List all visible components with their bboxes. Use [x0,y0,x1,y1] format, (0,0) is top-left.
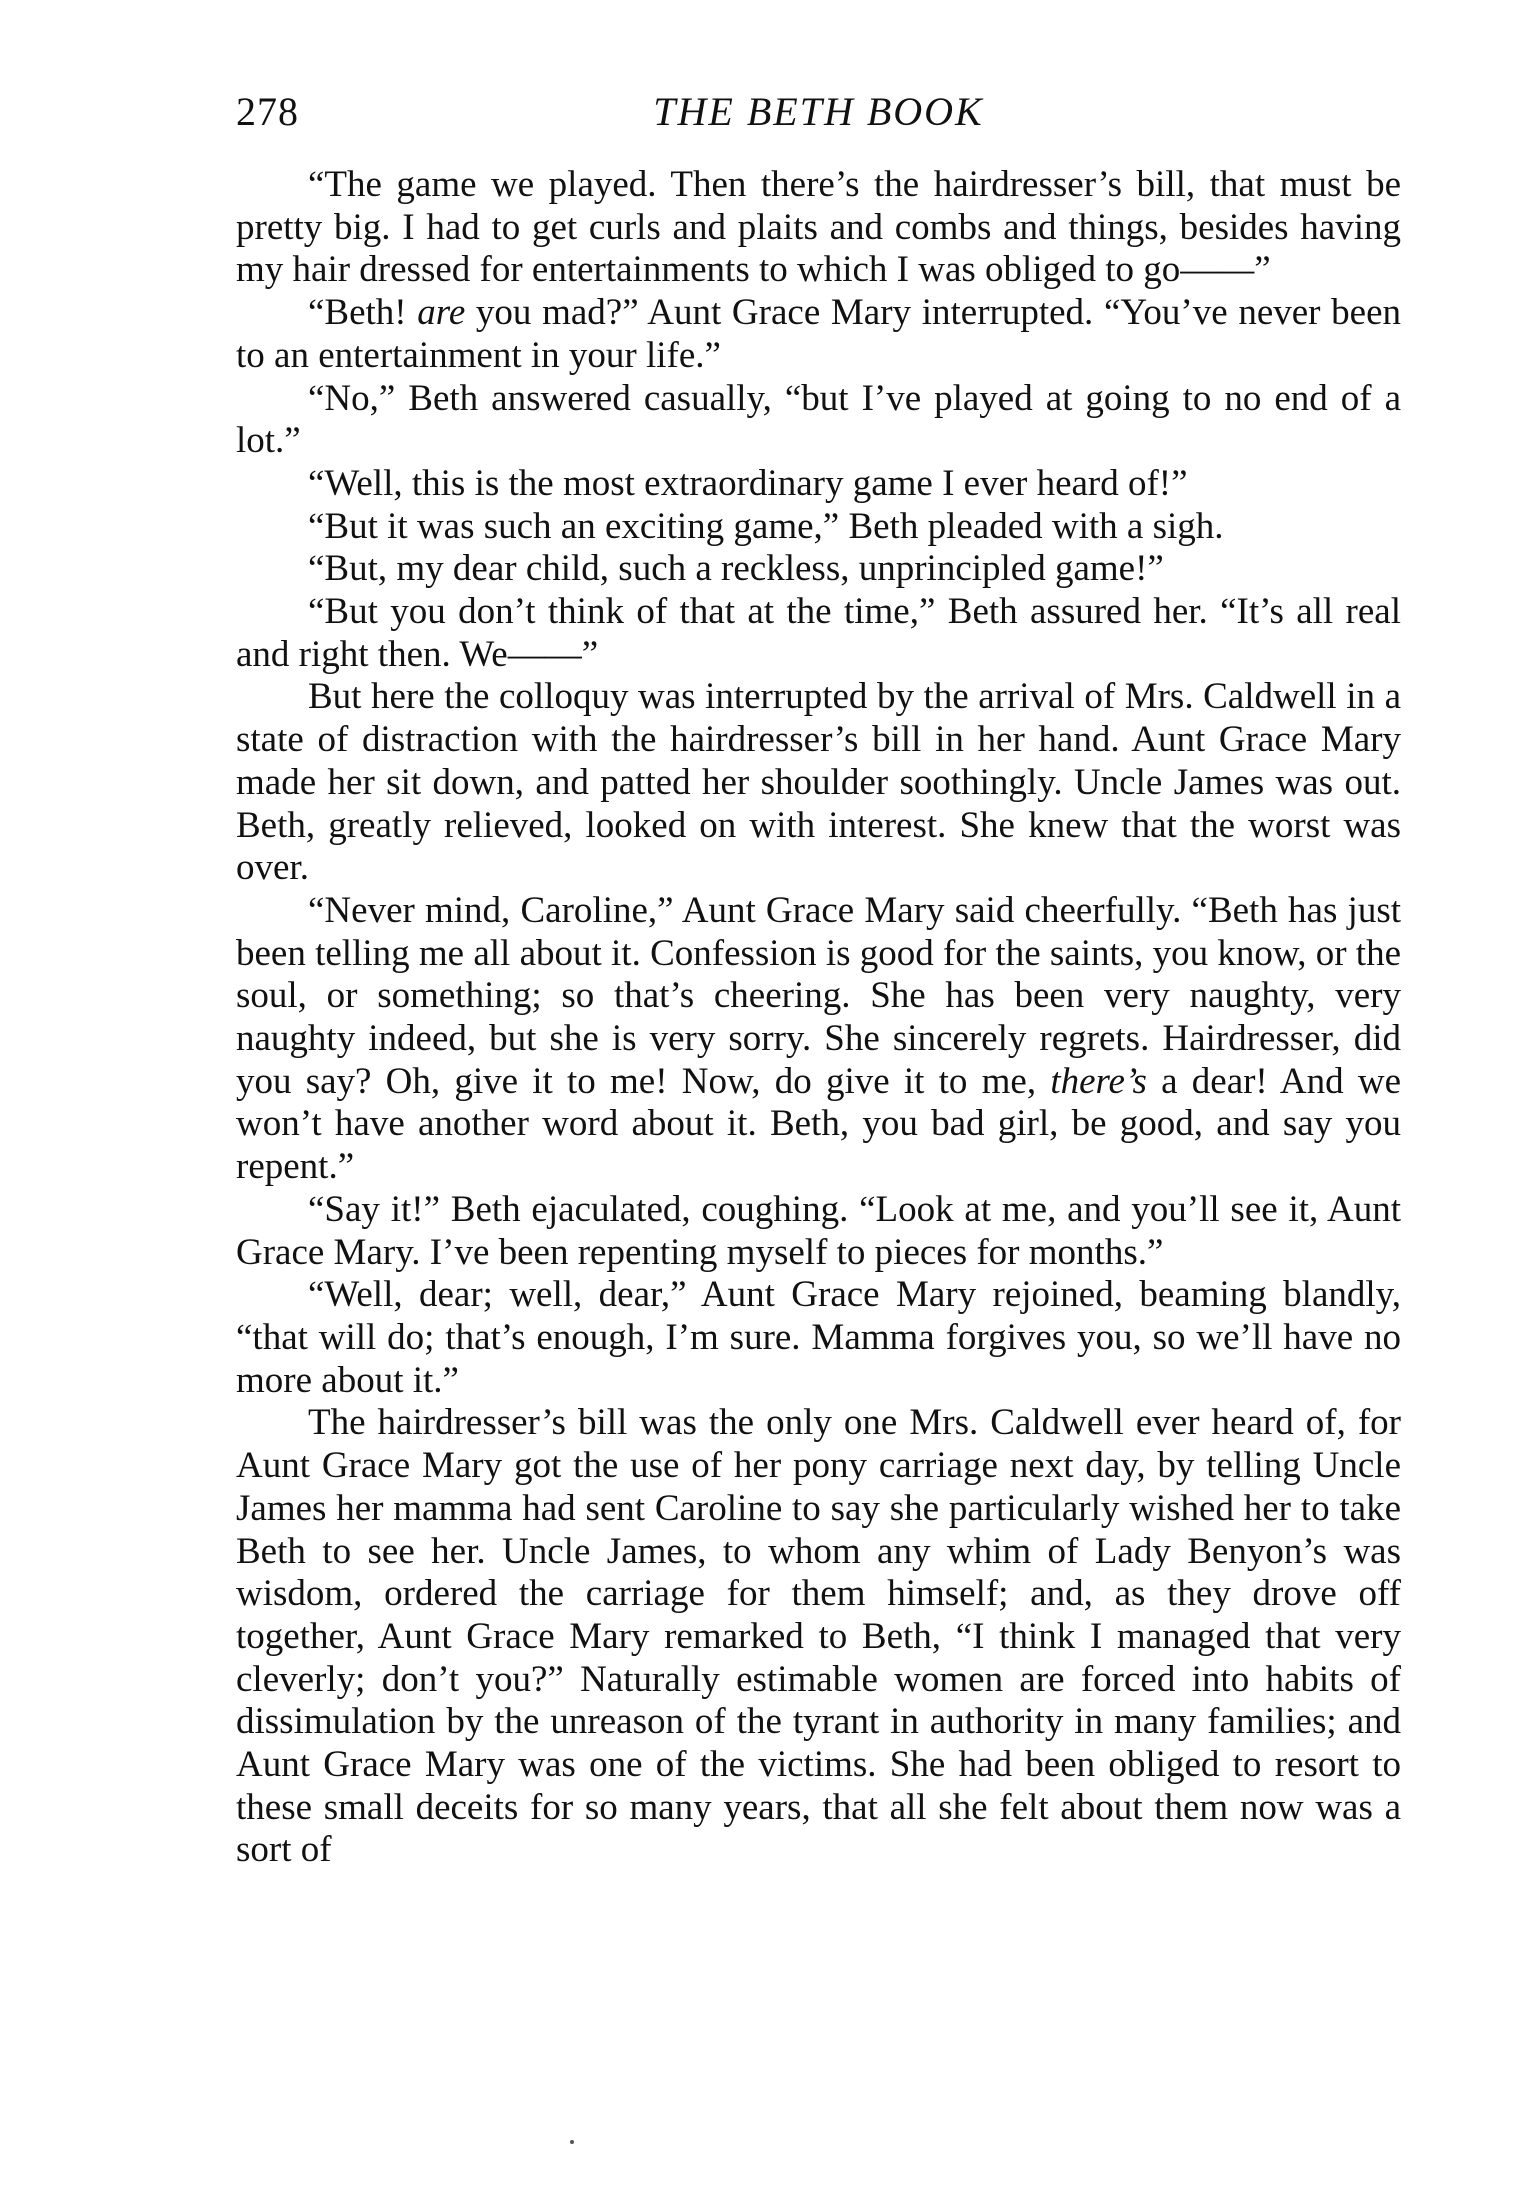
running-head [236,88,1401,148]
paragraph: “The game we played. Then there’s the hairdresser’s bill, that must be pretty big. I had to get curls and plaits and combs and things, besides having my hair dressed for entertainments to which I was obliged to go——” [236,164,1401,291]
paragraph: “But it was such an exciting game,” Beth pleaded with a sigh. [308,505,1224,547]
paragraph: “Well, this is the most extraordinary game I ever heard of!” [308,462,1188,504]
running-title: THE BETH BOOK [653,89,984,134]
paragraph: “But you don’t think of that at the time,” Beth assured her. “It’s all real and right then. We——” [236,591,1401,675]
paragraph: “No,” Beth answered casually, “but I’ve played at going to no end of a lot.” [236,377,1401,462]
page-number: 278 [236,89,299,134]
paragraph: “Well, dear; well, dear,” Aunt Grace Mary rejoined, beaming blandly, “that will do; that’s enough, I’m sure. Mamma forgives you, so we’ll have no more about it.” [236,1274,1401,1401]
paragraph: But here the colloquy was interrupted by the arrival of Mrs. Caldwell in a state of distraction with the hairdresser’s bill in her hand. Aunt Grace Mary made her sit down, and patted her shoulder soothingly. Uncle James was out. Beth, greatly relieved, looked on with interest. She knew that the worst was over. [236,676,1401,889]
paragraph: “Say it!” Beth ejaculated, coughing. “Look at me, and you’ll see it, Aunt Grace Mary. I’ve been repenting myself to pieces for months.” [236,1188,1401,1273]
paragraph: “Never mind, Caroline,” Aunt Grace Mary said cheerfully. “Beth has just been telling me all about it. Confession is good for the saints, you know, or the soul, or something; so that’s cheering. She has been very naughty, very naughty indeed, but she is very sorry. She sincerely regrets. Hairdresser, did you say? Oh, give it to me! Now, do give it to me, there’s a dear! And we won’t have another word about it. Beth, you bad girl, be good, and say you repent.” [236,889,1401,1188]
ink-speck [570,2140,574,2144]
paragraph: “But, my dear child, such a reckless, unprincipled game!” [308,548,1164,590]
body-text [236,164,1401,1872]
paragraph: “Beth! are you mad?” Aunt Grace Mary interrupted. “You’ve never been to an entertainment in your life.” [236,292,1401,376]
paragraph: The hairdresser’s bill was the only one Mrs. Caldwell ever heard of, for Aunt Grace Mary got the use of her pony carriage next day, by telling Uncle James her mamma had sent Caroline to say she particularly wished her to take Beth to see her. Uncle James, to whom any whim of Lady Benyon’s was wisdom, ordered the carriage for them himself; and, as they drove off together, Aunt Grace Mary remarked to Beth, “I think I managed that very cleverly; don’t you?” Naturally estimable women are forced into habits of dissimulation by the unreason of the tyrant in authority in many families; and Aunt Grace Mary was one of the victims. She had been obliged to resort to these small deceits for so many years, that all she felt about them now was a sort of [236,1402,1401,1871]
